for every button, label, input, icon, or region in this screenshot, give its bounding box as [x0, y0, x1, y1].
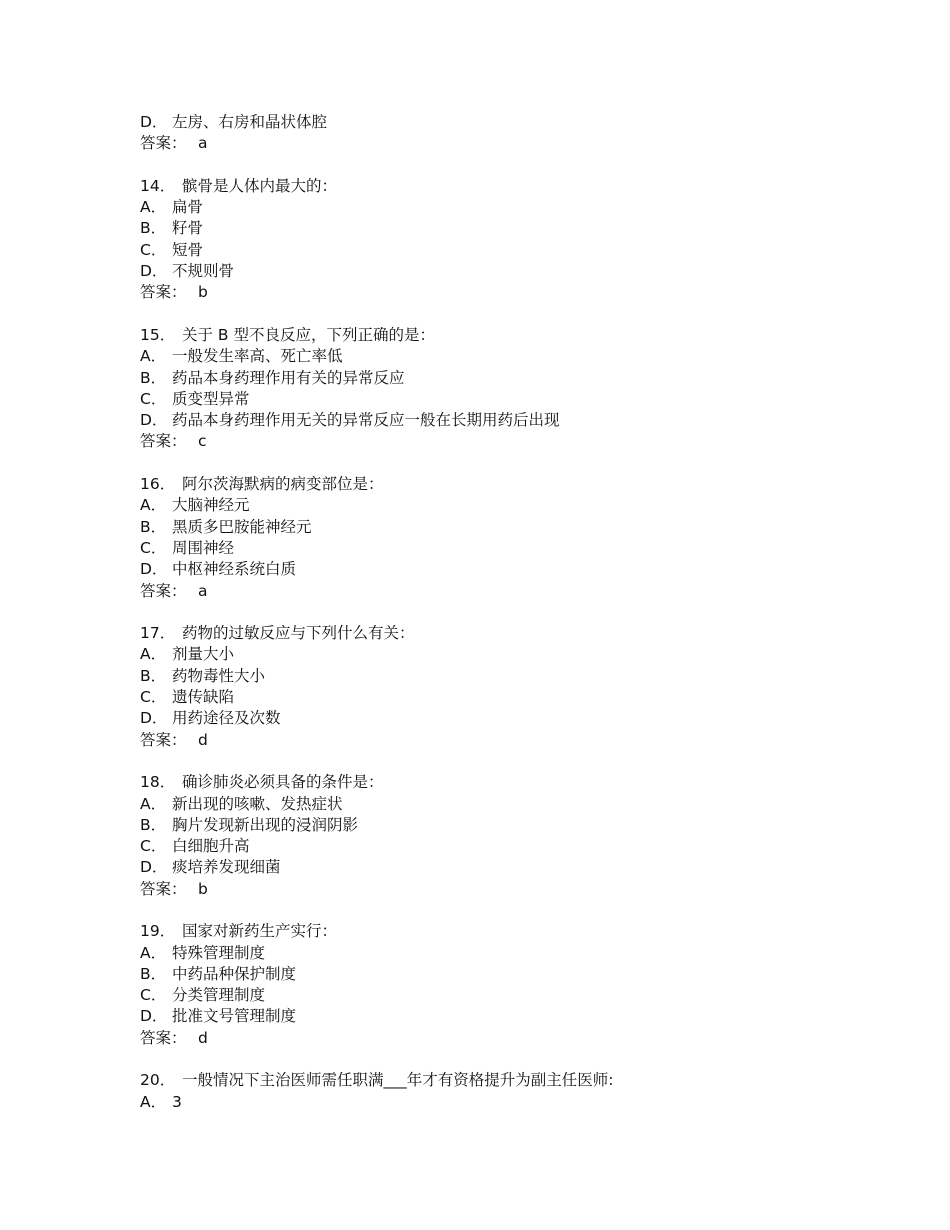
option-text: 遗传缺陷 — [172, 688, 235, 707]
question-block — [140, 474, 900, 602]
option-line — [140, 644, 900, 665]
option-text: 胸片发现新出现的浸润阴影 — [172, 815, 359, 834]
option-text: 周围神经 — [172, 538, 235, 557]
option-text: 特殊管理制度 — [172, 943, 266, 962]
option-label: C． — [140, 538, 167, 557]
answer-label: 答案： — [140, 283, 187, 302]
answer-value: b — [198, 283, 208, 302]
question-text: 阿尔茨海默病的病变部位是： — [182, 475, 384, 494]
question-line — [140, 623, 900, 644]
option-line — [140, 517, 900, 538]
option-line — [140, 985, 900, 1006]
answer-label: 答案： — [140, 432, 187, 451]
answer-line — [140, 133, 900, 154]
option-line — [140, 708, 900, 729]
option-line — [140, 410, 900, 431]
option-label: D． — [140, 1007, 168, 1026]
option-line — [140, 389, 900, 410]
option-line — [140, 1092, 900, 1113]
question-text: 药物的过敏反应与下列什么有关： — [182, 624, 415, 643]
option-label: B． — [140, 219, 167, 238]
question-block — [140, 921, 900, 1049]
option-line — [140, 964, 900, 985]
answer-line — [140, 730, 900, 751]
option-text: 中枢神经系统白质 — [172, 560, 297, 579]
option-label: D． — [140, 709, 168, 728]
question-line — [140, 474, 900, 495]
option-line — [140, 261, 900, 282]
answer-line — [140, 581, 900, 602]
option-label: C． — [140, 837, 167, 856]
option-text: 质变型异常 — [172, 389, 250, 408]
answer-label: 答案： — [140, 581, 187, 600]
option-text: 剂量大小 — [172, 645, 235, 664]
question-block — [140, 176, 900, 304]
option-text: 新出现的咳嗽、发热症状 — [172, 794, 343, 813]
question-number: 15． — [140, 325, 176, 344]
question-text: 髌骨是人体内最大的： — [182, 176, 338, 195]
option-label: C． — [140, 240, 167, 259]
option-label: D． — [140, 858, 168, 877]
option-label: A． — [140, 496, 167, 515]
answer-value: d — [198, 730, 208, 749]
question-number: 18． — [140, 773, 176, 792]
option-text: 3 — [172, 1092, 182, 1111]
option-label: C． — [140, 688, 167, 707]
option-label: A． — [140, 347, 167, 366]
option-line — [140, 197, 900, 218]
option-line — [140, 112, 900, 133]
option-label: A． — [140, 794, 167, 813]
option-line — [140, 218, 900, 239]
option-text: 药物毒性大小 — [172, 666, 266, 685]
document-page — [140, 112, 900, 1134]
option-line — [140, 368, 900, 389]
option-label: A． — [140, 1092, 167, 1111]
option-line — [140, 559, 900, 580]
option-label: A． — [140, 198, 167, 217]
question-line — [140, 772, 900, 793]
answer-value: a — [198, 581, 208, 600]
answer-value: a — [198, 134, 208, 153]
question-block — [140, 772, 900, 900]
option-text: 扁骨 — [172, 198, 204, 217]
question-number: 19． — [140, 922, 176, 941]
answer-line — [140, 1028, 900, 1049]
answer-value: c — [198, 432, 207, 451]
question-number: 17． — [140, 624, 176, 643]
option-label: B． — [140, 964, 167, 983]
option-text: 左房、右房和晶状体腔 — [172, 113, 328, 131]
question-text: 关于 B 型不良反应，下列正确的是： — [182, 325, 435, 344]
option-line — [140, 687, 900, 708]
answer-label: 答案： — [140, 1028, 187, 1047]
option-line — [140, 346, 900, 367]
option-label: D． — [140, 560, 168, 579]
question-line — [140, 921, 900, 942]
option-text: 短骨 — [172, 240, 204, 259]
answer-label: 答案： — [140, 134, 187, 153]
option-text: 白细胞升高 — [172, 837, 250, 856]
option-line — [140, 794, 900, 815]
option-line — [140, 857, 900, 878]
option-text: 药品本身药理作用有关的异常反应 — [172, 368, 405, 387]
option-label: A． — [140, 645, 167, 664]
option-text: 一般发生率高、死亡率低 — [172, 347, 343, 366]
option-label: B． — [140, 666, 167, 685]
answer-line — [140, 282, 900, 303]
question-block — [140, 1070, 900, 1113]
option-line — [140, 836, 900, 857]
question-block — [140, 623, 900, 751]
question-number: 14． — [140, 176, 176, 195]
option-line — [140, 943, 900, 964]
option-line — [140, 1006, 900, 1027]
answer-value: b — [198, 879, 208, 898]
option-text: 大脑神经元 — [172, 496, 250, 515]
option-label: B． — [140, 368, 167, 387]
option-label: D． — [140, 411, 168, 430]
option-text: 用药途径及次数 — [172, 709, 281, 728]
option-label: D． — [140, 262, 168, 281]
option-text: 分类管理制度 — [172, 986, 266, 1005]
option-line — [140, 666, 900, 687]
question-number: 20． — [140, 1071, 176, 1090]
question-block — [140, 112, 900, 155]
option-label: C． — [140, 389, 167, 408]
option-text: 黑质多巴胺能神经元 — [172, 517, 312, 536]
question-number: 16． — [140, 475, 176, 494]
question-block — [140, 325, 900, 453]
question-line — [140, 176, 900, 197]
option-text: 药品本身药理作用无关的异常反应一般在长期用药后出现 — [172, 411, 560, 430]
option-line — [140, 240, 900, 261]
question-text: 国家对新药生产实行： — [182, 922, 338, 941]
question-text: 一般情况下主治医师需任职满___年才有资格提升为副主任医师: — [182, 1071, 614, 1090]
option-label: B． — [140, 517, 167, 536]
option-text: 中药品种保护制度 — [172, 964, 297, 983]
answer-label: 答案： — [140, 879, 187, 898]
option-text: 不规则骨 — [172, 262, 235, 281]
option-line — [140, 538, 900, 559]
option-line — [140, 495, 900, 516]
option-label: B． — [140, 815, 167, 834]
answer-value: d — [198, 1028, 208, 1047]
option-label: A． — [140, 943, 167, 962]
answer-line — [140, 879, 900, 900]
question-line — [140, 1070, 900, 1091]
answer-label: 答案： — [140, 730, 187, 749]
option-text: 批准文号管理制度 — [172, 1007, 297, 1026]
option-label: C． — [140, 986, 167, 1005]
answer-line — [140, 431, 900, 452]
option-text: 籽骨 — [172, 219, 204, 238]
option-text: 痰培养发现细菌 — [172, 858, 281, 877]
question-text: 确诊肺炎必须具备的条件是： — [182, 773, 384, 792]
option-line — [140, 815, 900, 836]
question-line — [140, 325, 900, 346]
option-label: D． — [140, 113, 168, 131]
